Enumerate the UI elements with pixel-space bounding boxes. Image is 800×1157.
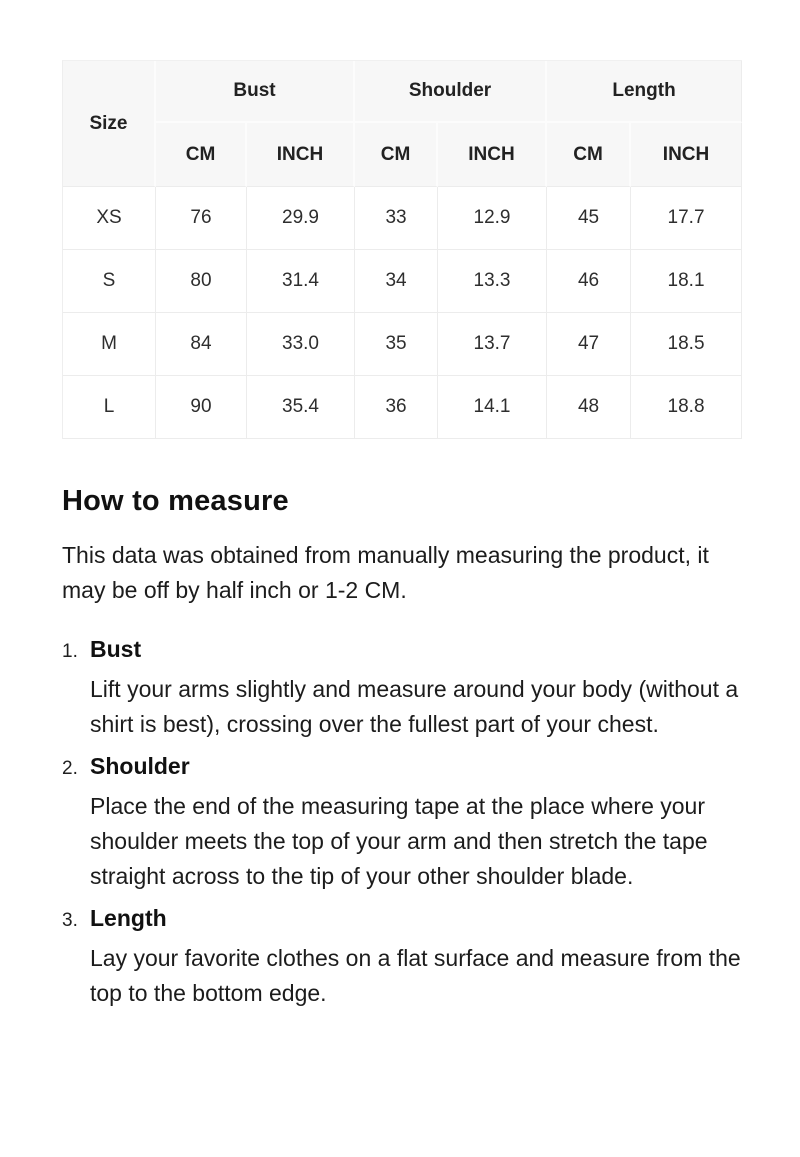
size-chart-body bbox=[63, 187, 742, 439]
measure-disclaimer-text: This data was obtained from manually measuring the product, it may be off by half inch or 1-2 CM. bbox=[62, 542, 709, 603]
measure-steps-list bbox=[62, 636, 742, 1011]
subheader-length-cm: CM bbox=[547, 123, 631, 187]
cell-value: 84 bbox=[156, 313, 247, 376]
subheader-shoulder-cm: CM bbox=[355, 123, 438, 187]
column-group-length: Length bbox=[547, 61, 742, 123]
cell-value: 31.4 bbox=[247, 250, 355, 313]
table-row bbox=[63, 187, 742, 250]
cell-value: 47 bbox=[547, 313, 631, 376]
column-group-bust: Bust bbox=[156, 61, 355, 123]
cell-value: 13.7 bbox=[438, 313, 547, 376]
step-description: Lay your favorite clothes on a flat surface and measure from the top to the bottom edge. bbox=[90, 945, 741, 1006]
list-item bbox=[62, 905, 742, 1011]
cell-value: 14.1 bbox=[438, 376, 547, 439]
size-label: L bbox=[63, 376, 156, 439]
cell-value: 35 bbox=[355, 313, 438, 376]
size-chart-header bbox=[63, 61, 742, 187]
cell-value: 90 bbox=[156, 376, 247, 439]
step-number: 3. bbox=[62, 910, 78, 931]
list-item bbox=[62, 753, 742, 894]
cell-value: 17.7 bbox=[631, 187, 742, 250]
cell-value: 76 bbox=[156, 187, 247, 250]
cell-value: 45 bbox=[547, 187, 631, 250]
table-row bbox=[63, 250, 742, 313]
subheader-bust-cm: CM bbox=[156, 123, 247, 187]
cell-value: 34 bbox=[355, 250, 438, 313]
page-title: How to measure bbox=[62, 485, 289, 517]
cell-value: 29.9 bbox=[247, 187, 355, 250]
step-description: Place the end of the measuring tape at the place where your shoulder meets the top of your arm and then stretch the tape straight across to the tip of your other shoulder blade. bbox=[90, 793, 708, 889]
step-number: 2. bbox=[62, 758, 78, 779]
cell-value: 33 bbox=[355, 187, 438, 250]
cell-value: 12.9 bbox=[438, 187, 547, 250]
size-chart-table bbox=[62, 60, 742, 439]
step-description: Lift your arms slightly and measure around your body (without a shirt is best), crossing over the fullest part of your chest. bbox=[90, 676, 739, 737]
table-row bbox=[63, 313, 742, 376]
cell-value: 18.8 bbox=[631, 376, 742, 439]
subheader-length-inch: INCH bbox=[631, 123, 742, 187]
step-title-bust: Bust bbox=[90, 636, 142, 662]
cell-value: 18.1 bbox=[631, 250, 742, 313]
column-group-shoulder: Shoulder bbox=[355, 61, 547, 123]
size-label: XS bbox=[63, 187, 156, 250]
list-item bbox=[62, 636, 742, 742]
cell-value: 80 bbox=[156, 250, 247, 313]
cell-value: 48 bbox=[547, 376, 631, 439]
step-title-length: Length bbox=[90, 905, 167, 931]
cell-value: 35.4 bbox=[247, 376, 355, 439]
cell-value: 13.3 bbox=[438, 250, 547, 313]
cell-value: 36 bbox=[355, 376, 438, 439]
subheader-shoulder-inch: INCH bbox=[438, 123, 547, 187]
size-label: M bbox=[63, 313, 156, 376]
column-header-size: Size bbox=[63, 61, 156, 187]
cell-value: 33.0 bbox=[247, 313, 355, 376]
cell-value: 18.5 bbox=[631, 313, 742, 376]
cell-value: 46 bbox=[547, 250, 631, 313]
step-title-shoulder: Shoulder bbox=[90, 753, 190, 779]
size-label: S bbox=[63, 250, 156, 313]
subheader-bust-inch: INCH bbox=[247, 123, 355, 187]
table-row bbox=[63, 376, 742, 439]
step-number: 1. bbox=[62, 641, 78, 662]
